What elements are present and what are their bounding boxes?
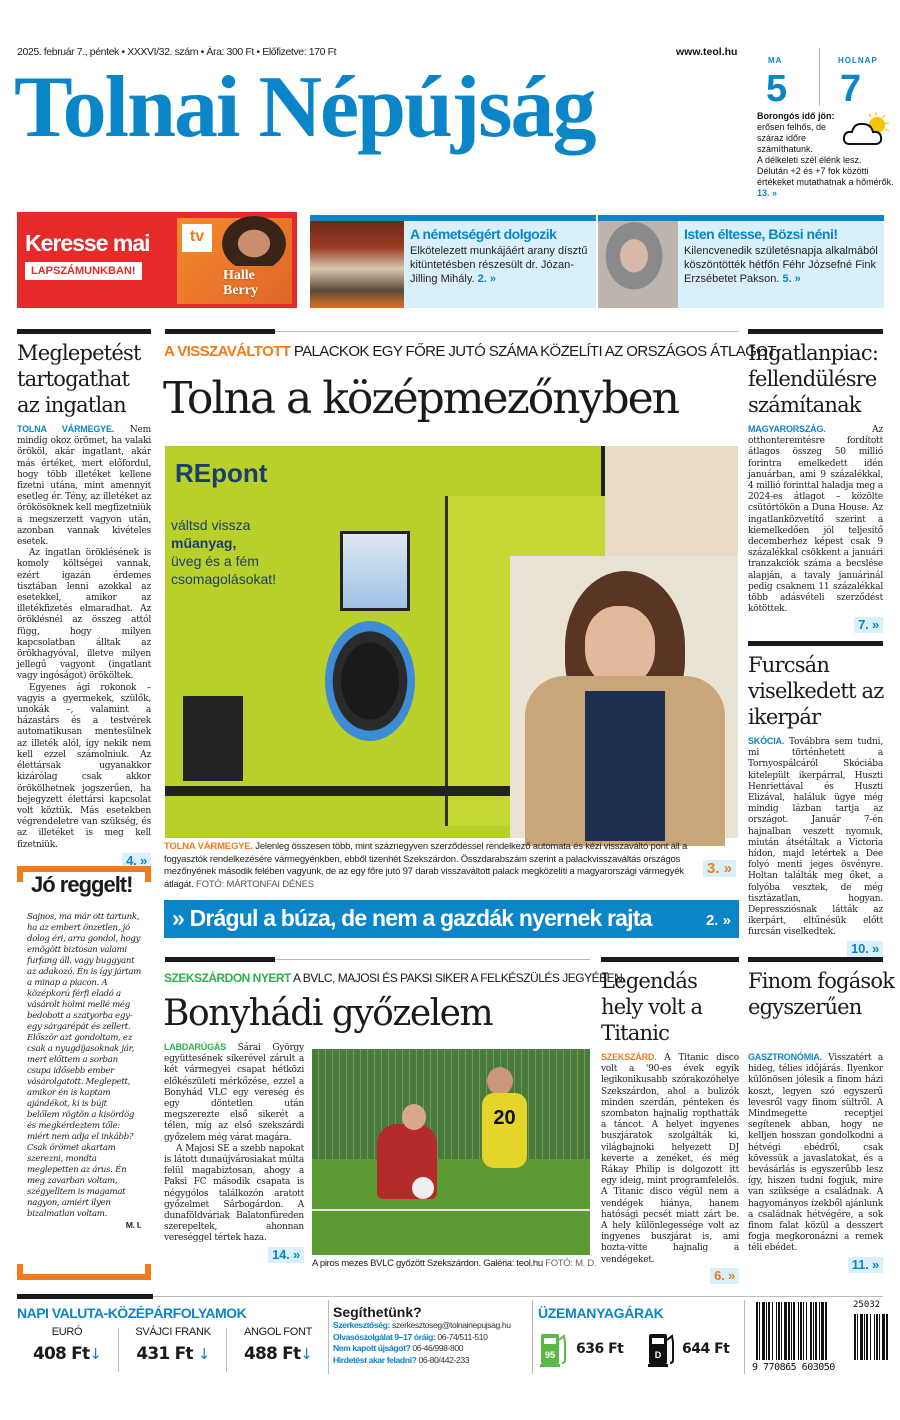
weather-today-label: MA [768, 56, 783, 65]
ball [412, 1177, 434, 1199]
cover-portrait [222, 216, 286, 266]
weather-divider [819, 48, 820, 106]
website-url[interactable]: www.teol.hu [676, 46, 738, 58]
machine-screen [340, 531, 410, 611]
woman-face [585, 606, 655, 686]
teaser-title: Isten éltesse, Bözsi néni! [684, 226, 838, 242]
photo-credit: FOTÓ: MÁRTONFAI DÉNES [196, 878, 314, 890]
barcode-bar [800, 1302, 802, 1360]
barcode-bar [803, 1302, 804, 1360]
teaser-title: A németségért dolgozik [410, 226, 557, 242]
bottle-intake [325, 621, 415, 741]
fuel-pump-95-label: 95 [544, 1350, 555, 1360]
barcode-bar [857, 1314, 858, 1360]
right-story-1-body: MAGYARORSZÁG. Az otthonteremtésre fordított átlagos összeg 50 millió forintra emelkedett idén januárban, ami 9 százalékkal, 4 millió forinttal haladja meg a 2024-es átlagot – közölte csütörtökön a Duna House. Az ingatlanközvetítő szerint a kiemelkedően jól teljesítő decemberhez képest csak 9 százalékkal csökkent a januári tranzakciók száma a becslése alapján, a tavaly januárinál pedig csaknem 11 százalékkal több adásvételi szerződést kötöttek. 7. » [748, 424, 883, 633]
barcode-addon: 25032 [853, 1300, 881, 1310]
teaser-photo-ceremony [310, 221, 404, 308]
contact-box [333, 1304, 529, 1366]
fuel-diesel-price: 644 Ft [682, 1341, 730, 1357]
fuel-title: ÜZEMANYAGÁRAK [538, 1305, 664, 1321]
barcode-bar [860, 1314, 863, 1360]
help-title: Segíthetünk? [333, 1304, 422, 1320]
barcode-bar [781, 1302, 782, 1360]
barcode-bar [798, 1302, 799, 1360]
right-story-2-body: SKÓCIA. Továbbra sem tudni, mi történhetett a Tornyospálcáról Skóciába kitelepült ikerpárral, Huszti Henriettával és Huszti Elizával, haláluk ügye még mindig lázban tartja az országot. Január 7-én hajnalban veszett nyomuk, miután átsétáltak a Victoria hídon, majd letértek a Dee folyó menti jeges ösvényre. Holtan találták meg őket, a folyóba vesztek, de még tisztázatlan, hogyan. Depressziósnak látták az ikerpárt, eltűnésük előtt furcsán viselkedtek. 10. » [748, 736, 883, 956]
left-story-lead: TOLNA VÁRMEGYE. [17, 424, 115, 434]
sport-page-ref[interactable]: 14. » [268, 1247, 304, 1263]
teaser-text: Elkötelezett munkájáért arany dísztű kitüntetésben részesült dr. Józan-Jilling Mihály. 2. » [410, 245, 588, 285]
barcode-bar [876, 1314, 878, 1360]
cover-name: Halle Berry [223, 268, 258, 298]
barcode-bar [756, 1302, 758, 1360]
receipt-slot [183, 696, 243, 781]
weather-headline: Borongós idő jön: [757, 111, 835, 121]
main-photo-recycling-machine [165, 446, 738, 838]
barcode-bar [788, 1302, 790, 1360]
right-story-2-headline[interactable]: Furcsán viselkedett az ikerpár [748, 653, 884, 729]
masthead-logo: Tolnai Népújság [14, 59, 595, 156]
machine-brand: REpont [175, 458, 268, 488]
contact-line[interactable]: Hirdetést akar feladni? 06-80/442-233 [333, 1354, 470, 1365]
wheat-price-banner[interactable] [164, 900, 739, 938]
fx-euro: EURÓ 408 Ft↓ [32, 1326, 102, 1364]
fx-title: NAPI VALUTA-KÖZÉPÁRFOLYAMOK [17, 1305, 247, 1321]
ad-title: Keresse mai [25, 230, 150, 256]
gastro-body: GASZTRONÓMIA. Visszatért a hideg, télies időjárás. Ilyenkor különösen jólesik a finom házi koszt, legyen szó egyszerű levesről vagy finom sültről. A Mindmegette receptjei segítenek abban, hogy ne kelljen hosszan gondolkodni a hétvégi ebédről, csak kövessük a javaslatokat, és a bevásárlás is egyszerűbb lesz így, hiszen tudni fogjuk, mire van szüksége a családnak. A hagyományos ízekből ajánlunk a családnak hétvégére, a sok finom falat közül a desszert fogja megkoronázni a remek téli ebédet. 11. » [748, 1052, 883, 1272]
left-story-headline[interactable]: Meglepetést tartogathat az ingatlan [17, 341, 141, 417]
weather-text: erősen felhős, de száraz időre számíthatunk. A délkeleti szél élénk lesz. Délután +2 és +7 fok közötti értékeket mutathatnak a hőmérők. [757, 122, 894, 187]
barcode-bar [810, 1302, 812, 1360]
barcode-bar [766, 1302, 767, 1360]
ad-subtitle: LAPSZÁMUNKBAN! [25, 262, 142, 280]
column-text: Sajnos, ma már ott tartunk, ha az embert önzetlen, jó dolog éri, arra gondol, hogy emögött biztosan valami furfang áll, vagy buggyant az adakozó. Én is így jártam a minap a piacon. A középkorú férfi eladó a vásárolt holmi mellé még bedobott a szatyorba egy-egy sárgarépát és zellert. Először azt gondoltam, ez csak a nyugdíjasoknak jár, mert előttem a sorban csupa idősebb ember vásárolgatott. Meglepett, amikor én is kaptam ajándékot, ki is bújt belőlem rögtön a kisördög és megkérdeztem tőle: miért nem adja el inkább? Csak örömet akartam szerezni, mondta meglepetten az árus. Én meg zavarban voltam, szégyelltem is magamat nagyon, amiért ilyen bizalmatlan voltam. M. I. [27, 912, 142, 1230]
left-story-page-ref[interactable]: 4. » [122, 853, 151, 869]
banner-page-ref[interactable]: 2. » [705, 912, 731, 929]
yellow-player: 20 [482, 1093, 527, 1168]
sport-story-body: LABDARÚGÁS Sárai György együttesének sikerével zárult a két vármegyei csapat hétközi előkészületi mérkőzése, ezzel a Bonyhád VLC egy vereség és egy döntetlen után megszerezte első sikerét a télen, míg az első szekszárdi győzelem még várat magára. A Majosi SE a szebb napokat is látott dunaújvárosiakat múlta felül magabiztosan, ahogy a Paksi FC második csapata is négygólos találkozón aratott győzelmet Sárbogárdon. A dunaföldváriak Balatonfüreden szerepeltek, ahonnan vereséggel tértek haza. 14. » [164, 1042, 304, 1262]
right-story-2-page-ref[interactable]: 10. » [847, 941, 883, 957]
weather-today-temp: 5 [766, 68, 788, 110]
left-story-body: TOLNA VÁRMEGYE. Nem mindig okoz örömet, ha valaki örököl, akár ingatlant, akár más értéket, mert előfordul, hogy több illetéket kellene fizetni utána, mint amennyit esetleg ér. Tény, az illetéket az örökösöknek kell megfizetniük a megszerzett vagyon után, azonban vannak kivételes esetek. Az ingatlan öröklésének is komoly költségei vannak, ezért igazán érdemes tisztában lenni azokkal az esetekkel, amikor az illetékfizetés elmaradhat. Az öröklésnél az összeg attól függ, hogy milyen kapcsolatban álltak az örökhagyóval, illetve milyen jellegű vagyont (ingatlant vagy ingóságot) örököltek. Egyenes ági rokonok – vagyis a gyermekek, szülők, unokák –, valamint a házastárs és a testvérek automatikusan mentesülnek az illeték alól, így nekik nem kell ezzel számolniuk. Az élettársak ugyanakkor kizárólag csak akkor örökölhetnek jogszerűen, ha bejegyzett élettársi kapcsolat volt köztük. Más esetekben végrendeletre van szükség, és az illetéket is meg kell fizetniük. 4. » [17, 424, 151, 868]
barcode-bar [815, 1302, 817, 1360]
woman-top [585, 691, 665, 841]
column-rule [165, 329, 275, 334]
fence [312, 1049, 590, 1159]
barcode-bar [762, 1302, 765, 1360]
barcode-bar [870, 1314, 871, 1360]
sport-kicker: SZEKSZÁRDON NYERT A BVLC, MAJOSI ÉS PAKSI SIKER A FELKÉSZÜLÉS JEGYÉBEN [164, 971, 623, 985]
down-arrow-icon: ↓ [197, 1345, 210, 1363]
teaser-photo-elderly-woman [598, 221, 678, 308]
barcode-bar [882, 1314, 885, 1360]
titanic-page-ref[interactable]: 6. » [710, 1268, 739, 1284]
barcode-bar [825, 1302, 827, 1360]
titanic-headline[interactable]: Legendás hely volt a Titanic [601, 969, 703, 1045]
barcode-bar [874, 1314, 875, 1360]
titanic-body: SZEKSZÁRD. A Titanic disco volt a '90-es évek egyik legikonikusabb szórakozóhelye Szekszárdon, ahol a bulizók minden szerdán, pénteken és szombaton hajnalig ropthatták a táncot. A helyet ingyenes buszjáratok szolgálták ki, világbajnoki helyezett DJ keverte a zenéket, és még Rákay Philip is dolgozott itt egy ideig, mint programfelelős. A Titanic disco végül nem a vendégek hiánya, hanem hatósági pecsét miatt zárt be. A hely különlegessége volt az ingyenes buszjárat is, ami hozta-vitte hajnalig a vendégeket. 6. » [601, 1052, 739, 1283]
fx-gbp: ANGOL FONT 488 Ft↓ [243, 1326, 313, 1364]
column-signature: M. I. [125, 1220, 141, 1230]
right-story-1-headline[interactable]: Ingatlanpiac: fellendülésre számítanak [748, 341, 879, 417]
column-rule [17, 329, 151, 334]
barcode-bar [879, 1314, 880, 1360]
barcode-bar [866, 1314, 868, 1360]
main-photo-caption: TOLNA VÁRMEGYE. Jelenleg összesen több, mint száznegyven szerződéssel rendelkező automata és kézi visszaváltó pont áll a fogyasztók rendelkezésére vármegyénkben, ebből tizenhét Szekszárdon. Összdarabszám szerint a palackvisszaváltás országos mezőnyének második felében vagyunk, de az egy főre jutó 97 darab visszaváltott palack megközelíti a magyarországi vármegyék átlagát. FOTÓ: MÁRTONFAI DÉNES [164, 841, 688, 890]
barcode-number: 9 770865 603050 [752, 1362, 835, 1373]
barcode-bar [768, 1302, 770, 1360]
column-title: Jó reggelt! [28, 872, 135, 898]
machine-text: váltsd vissza műanyag, üveg és a fém csomagolásokat! [171, 517, 277, 587]
teaser-page-ref[interactable]: 5. » [782, 273, 801, 285]
sport-lead: LABDARÚGÁS [164, 1042, 226, 1052]
gastro-page-ref[interactable]: 11. » [848, 1257, 883, 1273]
teaser-bozsi-neni[interactable] [598, 215, 884, 308]
contact-line[interactable]: Szerkesztőség: szerkesztoseg@tolnainepujsag.hu [333, 1320, 511, 1330]
down-arrow-icon: ↓ [300, 1345, 313, 1363]
weather-page-ref[interactable]: 13. » [757, 188, 778, 198]
banner-text: » Drágul a búza, de nem a gazdák nyernek rajta [172, 905, 652, 931]
fuel-95-price: 636 Ft [576, 1341, 624, 1357]
pitch [312, 1159, 590, 1255]
main-kicker: A VISSZAVÁLTOTT PALACKOK EGY FŐRE JUTÓ SZÁMA KÖZELÍTI AZ ORSZÁGOS ÁTLAGOT [164, 343, 776, 360]
barcode-bar [819, 1302, 820, 1360]
weather-tomorrow-label: HOLNAP [838, 56, 878, 65]
fuel-pump-diesel-label: D [654, 1350, 662, 1360]
right-story-1-page-ref[interactable]: 7. » [854, 617, 883, 633]
main-headline[interactable]: Tolna a középmezőnyben [163, 373, 678, 424]
teaser-nemetseg[interactable] [310, 215, 596, 308]
weather-forecast [757, 111, 895, 199]
teaser-page-ref[interactable]: 2. » [477, 273, 497, 285]
gastro-headline[interactable]: Finom fogások egyszerűen [748, 969, 895, 1019]
tv-magazine-ad[interactable] [17, 212, 297, 308]
sport-headline[interactable]: Bonyhádi győzelem [163, 993, 493, 1034]
barcode-bar [791, 1302, 792, 1360]
contact-line[interactable]: Olvasószolgálat 9–17 óráig: 06-74/511-510 [333, 1331, 488, 1342]
barcode-bar [854, 1314, 856, 1360]
main-story-page-ref[interactable]: 3. » [703, 860, 736, 877]
barcode-bar [784, 1302, 787, 1360]
barcode-bar [813, 1302, 814, 1360]
weather-tomorrow-temp: 7 [840, 68, 862, 110]
barcode-bar [864, 1314, 865, 1360]
barcode-bar [776, 1302, 777, 1360]
barcode-bar [793, 1302, 795, 1360]
football-photo-caption: A piros mezes BVLC győzött Szekszárdon. Galéria: teol.hu FOTÓ: M. D. [312, 1258, 597, 1269]
barcode-bar [759, 1302, 760, 1360]
dateline: 2025. február 7., péntek • XXXVI/32. szám • Ára: 300 Ft • Előfizetve: 170 Ft [17, 46, 337, 58]
barcode-bar [821, 1302, 824, 1360]
tv-logo: tv [182, 224, 212, 252]
football-photo [312, 1049, 590, 1255]
barcode-bar [778, 1302, 780, 1360]
contact-line[interactable]: Nem kapott újságot? 06-46/998-800 [333, 1343, 464, 1353]
down-arrow-icon: ↓ [89, 1345, 102, 1363]
fx-chf: SVÁJCI FRANK 431 Ft ↓ [135, 1326, 211, 1364]
barcode-bar [772, 1302, 773, 1360]
barcode-bar [806, 1302, 807, 1360]
teaser-text: Kilencvenedik születésnapja alkalmából köszöntötték hétfőn Féhr Józsefné Fink Erzsébetet Pakson. 5. » [684, 245, 878, 285]
barcode-bar [886, 1314, 888, 1360]
